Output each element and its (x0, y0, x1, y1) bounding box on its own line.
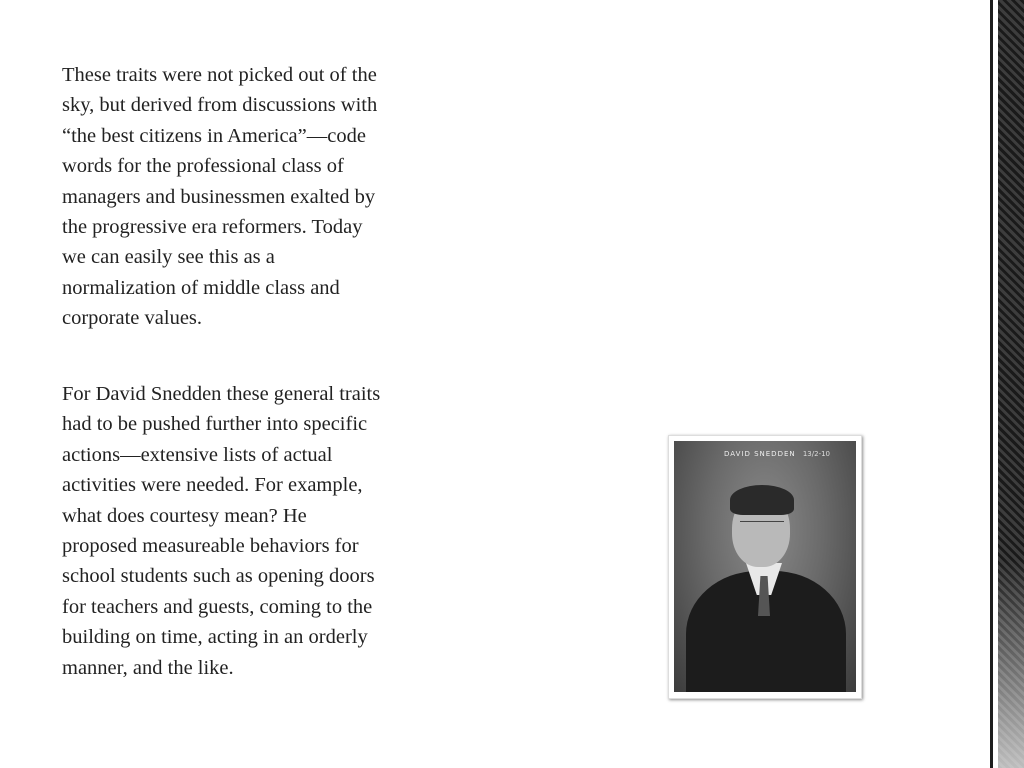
text-line: had to be pushed further into specific (62, 413, 368, 436)
text-line: activities were needed. For example, (62, 474, 363, 497)
text-line: for teachers and guests, coming to the (62, 595, 373, 618)
text-line: For David Snedden these general traits (62, 383, 381, 405)
decorative-vertical-rule (990, 0, 993, 768)
text-line: These traits were not picked out of the (62, 64, 377, 86)
text-line: we can easily see this as a (62, 246, 275, 269)
text-line: actions—extensive lists of actual (62, 443, 333, 466)
photo-date: 13/2-10 (802, 450, 830, 458)
text-line: the progressive era reformers. Today (62, 216, 363, 239)
portrait-photo (674, 441, 856, 692)
text-line: school students such as opening doors (62, 565, 375, 588)
paragraph-traits (62, 60, 462, 334)
portrait-photo-frame (668, 435, 862, 699)
text-line: manner, and the like. (62, 656, 234, 679)
text-line: what does courtesy mean? He (62, 504, 307, 527)
text-line: building on time, acting in an orderly (62, 626, 368, 649)
text-line: normalization of middle class and (62, 276, 340, 299)
photo-caption: DAVID SNEDDEN (724, 450, 796, 458)
text-line: managers and businessmen exalted by (62, 185, 376, 208)
paragraph-snedden (62, 379, 462, 683)
text-line: “the best citizens in America”—code (62, 124, 366, 147)
text-line: words for the professional class of (62, 155, 344, 178)
decorative-band-fade (998, 560, 1024, 768)
text-line: sky, but derived from discussions with (62, 94, 378, 117)
text-line: proposed measureable behaviors for (62, 535, 359, 558)
hair-shape (730, 485, 794, 515)
glasses-shape (740, 521, 784, 532)
text-line: corporate values. (62, 307, 203, 330)
